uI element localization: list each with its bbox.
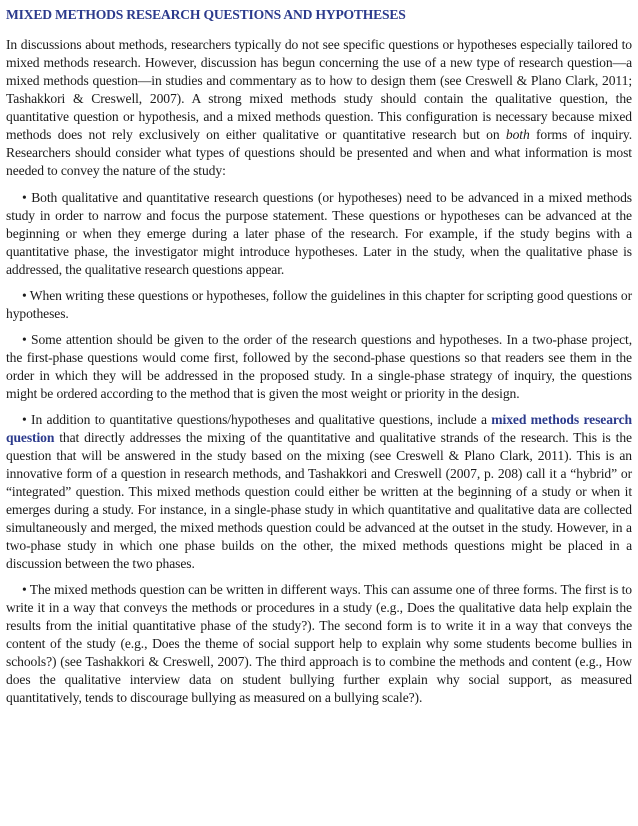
bullet-4-text-end: that directly addresses the mixing of the quantitative and qualitative strands of the research. This is the question that will be answered in the study based on the mixing (see Creswell & Plano Clark, 2011). This is an innovative form of a question in research methods, and Tashakkori and Creswell (2007, p. 208) call it a “hybrid” or “integrated” question. This mixed methods question could either be written at the beginning of a study or when it emerges during a study. For instance, in a single-phase study in which quantitative and qualitative data are collected simultaneously and merged, the mixed methods question could be advanced at the outset in the study. However, in a two-phase study in which one phase builds on the other, the mixed methods questions might be placed in a discussion between the two phases. [6,430,632,571]
bullet-paragraph-3: • Some attention should be given to the order of the research questions and hypotheses. In a two-phase project, the first-phase questions would come first, followed by the second-phase questions so that readers see them in the order in which they will be addressed in the proposed study. In a single-phase strategy of inquiry, the questions might be ordered according to the method that is given the most weight or priority in the design. [6,332,632,401]
bullet-paragraph-5: • The mixed methods question can be written in different ways. This can assume one of three forms. The first is to write it in a way that conveys the methods or procedures in a study (e.g., Does the qualitative data help explain the results from the initial quantitative phase of the study?). The second form is to write it in a way that conveys the content of the study (e.g., Does the theme of social support help to explain why some students become bullies in schools?) (see Tashakkori & Creswell, 2007). The third approach is to combine the methods and content (e.g., How does the qualitative interview data on student bullying further explain why social support, as measured quantitatively, tends to discourage bullying as measured on a bullying scale?). [6,582,632,705]
bullet-4-text-start: • In addition to quantitative questions/hypotheses and qualitative questions, include a [22,412,492,427]
key-term: mixed methods research question [6,412,632,445]
intro-text-start: In discussions about methods, researchers typically do not see specific questions or hypotheses especially tailored to mixed methods research. However, discussion has begun concerning the use of a new type of research question—a mixed methods question—in studies and commentary as to how to design them (see Creswell & Plano Clark, 2011; Tashakkori & Creswell, 2007). A strong mixed methods study should contain the qualitative question, the quantitative question or hypothesis, and a mixed methods question. This configuration is necessary because mixed methods does not rely exclusively on either qualitative or quantitative research but on [6,37,632,142]
intro-text-end: forms of inquiry. Researchers should consider what types of questions should be presented and when and what information is most needed to convey the nature of the study: [6,127,632,178]
intro-paragraph [6,36,632,180]
section-heading: MIXED METHODS RESEARCH QUESTIONS AND HYPOTHESES [6,7,406,22]
bullet-paragraph-2: • When writing these questions or hypotheses, follow the guidelines in this chapter for scripting good questions or hypotheses. [6,288,632,321]
bullet-paragraph-4 [6,411,632,573]
intro-emphasis: both [505,127,530,142]
document-page [6,7,632,715]
bullet-paragraph-1: • Both qualitative and quantitative research questions (or hypotheses) need to be advanced in a mixed methods study in order to narrow and focus the purpose statement. These questions or hypotheses can be advanced at the beginning or when they emerge during a later phase of the research. For example, if the study begins with a quantitative phase, the investigator might introduce hypotheses. Later in the study, when the qualitative phase is addressed, the qualitative research questions appear. [6,190,632,277]
